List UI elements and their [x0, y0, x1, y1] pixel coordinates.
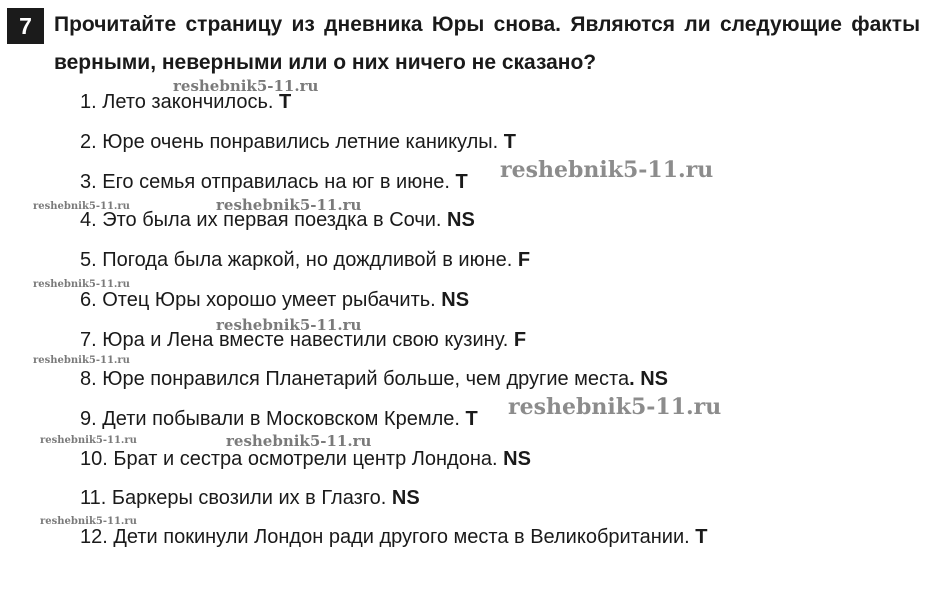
answer-mark: . NS: [629, 368, 669, 390]
answer-mark: F: [517, 249, 531, 271]
answer-mark: T: [279, 91, 292, 113]
statement-text: 11. Баркеры свозили их в Глазго.: [80, 487, 392, 509]
answer-item-3: [80, 169, 468, 195]
statement-text: 6. Отец Юры хорошо умеет рыбачить.: [80, 289, 442, 311]
answer-item-8: [80, 366, 668, 392]
statement-text: 12. Дети покинули Лондон ради другого места в Великобритании.: [80, 526, 696, 548]
answer-mark: NS: [503, 448, 531, 470]
watermark: reshebnik5-11.ru: [33, 355, 130, 366]
statement-text: 1. Лето закончилось.: [80, 91, 280, 113]
answer-mark: T: [695, 526, 708, 548]
answer-mark: NS: [447, 209, 475, 231]
answer-item-1: [80, 89, 291, 115]
answer-item-12: [80, 524, 707, 550]
watermark: reshebnik5-11.ru: [40, 516, 137, 527]
answer-mark: T: [455, 171, 468, 193]
answer-mark: NS: [391, 487, 420, 509]
answer-item-10: [80, 446, 531, 472]
watermark: reshebnik5-11.ru: [33, 279, 130, 290]
task-heading: Прочитайте страницу из дневника Юры снова. Являются ли следующие факты верными, неверными или о них ничего не сказано?: [54, 13, 920, 74]
answer-mark: T: [465, 408, 478, 430]
answer-item-9: [80, 406, 478, 432]
statement-text: 4. Это была их первая поездка в Сочи.: [80, 209, 448, 231]
answer-mark: F: [513, 329, 527, 351]
watermark: reshebnik5-11.ru: [33, 201, 130, 212]
answer-item-6: [80, 287, 469, 313]
answer-item-11: [80, 485, 420, 511]
watermark: reshebnik5-11.ru: [216, 316, 362, 334]
statement-text: 7. Юра и Лена вместе навестили свою кузину.: [80, 329, 514, 351]
answer-item-7: [80, 327, 526, 353]
task-number-badge: 7: [7, 8, 44, 44]
statement-text: 2. Юре очень понравились летние каникулы.: [80, 131, 504, 153]
answer-item-4: [80, 207, 475, 233]
statement-text: 5. Погода была жаркой, но дождливой в июне.: [80, 249, 518, 271]
answer-item-2: [80, 129, 516, 155]
watermark: reshebnik5-11.ru: [173, 77, 319, 95]
answer-mark: T: [503, 131, 516, 153]
statement-text: 9. Дети побывали в Московском Кремле.: [80, 408, 466, 430]
answer-item-5: [80, 247, 530, 273]
watermark: reshebnik5-11.ru: [226, 432, 372, 450]
statement-text: 10. Брат и сестра осмотрели центр Лондона.: [80, 448, 504, 470]
statement-text: 3. Его семья отправилась на юг в июне.: [80, 171, 456, 193]
watermark: reshebnik5-11.ru: [40, 435, 137, 446]
watermark: reshebnik5-11.ru: [508, 394, 722, 420]
watermark: reshebnik5-11.ru: [216, 196, 362, 214]
statement-text: 8. Юре понравился Планетарий больше, чем другие места: [80, 368, 630, 390]
answer-mark: NS: [441, 289, 470, 311]
watermark: reshebnik5-11.ru: [500, 157, 714, 183]
